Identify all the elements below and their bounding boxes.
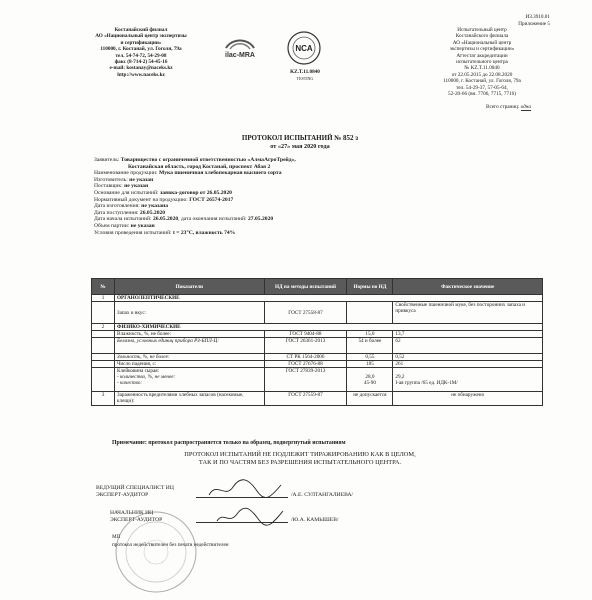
right-line-8: от 22.05.2015 до 22.08.2020 <box>451 71 513 78</box>
text-cell: Дата начала испытаний: <box>94 216 152 223</box>
table-cell <box>393 368 543 392</box>
text-cell: 15,0 <box>347 331 393 338</box>
note-line: Примечание: протокол распространяется только на образец, подвергнутый испытаниям <box>112 440 346 446</box>
col-header-norm: Нормы по НД <box>347 279 393 295</box>
round-stamp <box>108 506 204 596</box>
text-cell: не обнаружено <box>393 392 543 406</box>
right-header <box>412 27 552 97</box>
left-org-line-8: http://www.naceks.kz <box>117 71 165 78</box>
text-cell: 54 и более <box>347 338 393 354</box>
pages-total <box>486 104 566 111</box>
text-cell: Изготовитель: <box>94 176 128 183</box>
text-cell: СТ РК 1564-2006 <box>264 354 347 361</box>
left-org-line-4: 110000, г. Костанай, ул. Гоголя, 79а <box>100 46 182 53</box>
section-row-1 <box>92 295 543 302</box>
appendix-label: Приложение 5 <box>518 21 550 27</box>
svg-text:NCA: NCA <box>295 44 313 53</box>
text-cell: 3 <box>92 392 115 406</box>
text-cell: 45-90 <box>363 380 376 386</box>
lead-specialist-name: /А.Е. СУЛТАНГАЛИЕВА/ <box>291 492 354 498</box>
col-header-num: № <box>92 279 115 295</box>
text-cell: ГОСТ 27558-87 <box>264 302 347 324</box>
text-cell: Число падения, с: <box>115 361 265 368</box>
pages-label: Всего страниц: <box>486 104 520 110</box>
text-cell: 26.05.2020 <box>152 216 179 223</box>
text-cell: Объем партии: <box>94 222 130 229</box>
text-cell: 1 <box>92 295 115 302</box>
text-cell: 0,55 <box>347 354 393 361</box>
right-line-9: 110000, г. Костанай, ул. Гоголя, 79а <box>443 78 521 85</box>
table-cell <box>92 338 115 354</box>
right-line-2: Костанайского филиала <box>455 33 509 40</box>
right-line-6: испытательного центра <box>456 59 508 66</box>
table-row <box>92 392 543 406</box>
table-cell <box>92 302 115 324</box>
text-cell: 29,2 <box>395 374 405 380</box>
doc-code: ИЗ.3910.01 <box>525 14 550 20</box>
normative-line <box>94 197 554 204</box>
text-cell: 0,52 <box>393 354 543 361</box>
text-cell: ГОСТ 26361-2013 <box>264 338 347 354</box>
customer-address: Костанайская область, город Костанай, проспект Абая 2 <box>128 163 271 170</box>
text-cell: ЭКСПЕРТ-АУДИТОР <box>110 516 163 523</box>
left-org-line-6: факс (8-714-2) 54-45-16 <box>114 59 168 66</box>
text-cell <box>347 302 393 324</box>
head-name: /Ю.А. КАМЫШЕВ/ <box>291 517 339 523</box>
gluten-cell <box>115 368 265 392</box>
text-cell: не указан <box>124 183 149 190</box>
manufacture-date-line <box>94 203 554 210</box>
text-cell: не допускается <box>347 392 393 406</box>
table-row <box>92 302 543 324</box>
pages-value: одна <box>520 104 531 110</box>
test-dates-line <box>94 216 554 223</box>
results-table <box>91 278 543 406</box>
table-row <box>92 368 543 392</box>
right-line-11: 52-20-66 (вн. 7706, 7715, 7716) <box>448 91 516 98</box>
col-header-method: НД на методы испытаний <box>264 279 347 295</box>
left-header <box>86 27 196 78</box>
table-row <box>92 338 543 354</box>
text-cell: I-ая группа /65 ед. ИДК-1М/ <box>395 380 458 386</box>
right-line-1: Испытательный центр <box>457 27 507 33</box>
text-cell: 27.05.2020 <box>247 216 274 223</box>
table-row <box>92 354 543 361</box>
text-cell: 2 <box>92 324 115 331</box>
disclaimer <box>110 451 490 466</box>
right-line-7: № KZ.T.11.0840 <box>464 65 500 72</box>
nca-number: KZ.T.11.0840 <box>290 69 320 75</box>
text-cell: ГОСТ 9404-88 <box>264 331 347 338</box>
conditions-line <box>94 230 554 237</box>
info-block <box>94 157 554 236</box>
right-line-3: АО «Национальный центр <box>452 39 512 46</box>
text-cell: Зараженность вредителями хлебных запасов (насекомые, клещи): <box>115 392 265 406</box>
nca-testing: TESTING <box>296 76 314 81</box>
text-cell: - количество, %, не менее: <box>117 374 176 380</box>
svg-text:ilac-MRA: ilac-MRA <box>225 52 255 59</box>
text-cell: 261 <box>393 361 543 368</box>
table-cell <box>92 354 115 361</box>
disclaimer-line-2: ТАК И ПО ЧАСТЯМ БЕЗ РАЗРЕШЕНИЯ ИСПЫТАТЕЛЬНОГО ЦЕНТРА. <box>198 458 402 466</box>
text-cell: не указан <box>129 176 154 183</box>
text-cell: ОРГАНОЛЕПТИЧЕСКИЕ <box>115 295 543 302</box>
text-cell: Товарищество с ограниченной ответственностью «АлмаАгроТрейд», <box>120 157 296 163</box>
text-cell: ЭКСПЕРТ-АУДИТОР <box>96 491 149 498</box>
section-row-2 <box>92 324 543 331</box>
signature-scribble-1 <box>205 477 285 501</box>
nca-logo <box>282 28 326 72</box>
disclaimer-line-1: ПРОТОКОЛ ИСПЫТАНИЙ НЕ ПОДЛЕЖИТ ТИРАЖИРОВАНИЮ КАК В ЦЕЛОМ, <box>184 451 416 458</box>
right-line-10: тел. 54-29-37, 57-05-64, <box>456 84 508 91</box>
text-cell: 28,0 <box>365 374 375 380</box>
table-cell <box>92 361 115 368</box>
text-cell: Нормативный документ на продукцию: <box>94 196 188 203</box>
left-org-line-1: Костанайский филиал <box>114 27 168 33</box>
text-cell: , дата окончания испытаний: <box>178 216 247 223</box>
text-cell: Заявитель: <box>94 157 120 163</box>
signature-scribble-2 <box>215 505 285 527</box>
text-cell: ГОСТ 27839-2013 <box>264 368 347 392</box>
col-header-indicator: Показатели <box>115 279 265 295</box>
text-cell: t = 23°С, влажность 74% <box>173 229 236 236</box>
text-cell: Влажность, %, не более: <box>115 331 265 338</box>
left-org-line-3: и сертификации» <box>120 39 162 46</box>
text-cell: Наименование продукции: <box>94 170 158 177</box>
text-cell: 13,7 <box>393 331 543 338</box>
supplier-line <box>94 183 554 190</box>
text-cell: Клейковина сырая: <box>117 368 160 374</box>
text-cell: ФИЗИКО-ХИМИЧЕСКИЕ <box>115 324 543 331</box>
batch-volume-line <box>94 223 554 230</box>
text-cell: Дата изготовления: <box>94 203 140 210</box>
ilac-mra-logo <box>218 34 262 70</box>
right-line-4: экспертизы и сертификации» <box>449 46 515 53</box>
text-cell: НАЧАЛЬНИК ИЦ <box>110 510 154 516</box>
text-cell: не указана <box>141 203 169 210</box>
text-cell: ГОСТ 27559-87 <box>264 392 347 406</box>
text-cell: Свойственные пшеничной муке, без посторонних запаха и привкуса <box>393 302 543 324</box>
manufacturer-line <box>94 177 554 184</box>
text-cell: 26.05.2020 <box>139 209 166 216</box>
left-org-line-7: e-mail: kostanay@naceks.kz <box>109 65 173 72</box>
text-cell: Зольность, %, не более: <box>115 354 265 361</box>
table-header-row <box>92 279 543 295</box>
basis-line <box>94 190 554 197</box>
table-row <box>92 361 543 368</box>
text-cell: Белизна, условных единиц прибора РЗ-БПЛ-Ц: <box>115 338 265 354</box>
stamp-label: МП <box>112 534 121 540</box>
text-cell: Мука пшеничная хлебопекарная высшего сорта <box>158 170 282 177</box>
text-cell: ГОСТ 27676-88 <box>264 361 347 368</box>
text-cell: - качество: <box>117 380 143 386</box>
text-cell: Запах и вкус: <box>115 302 265 324</box>
text-cell: Поставщик: <box>94 183 123 190</box>
table-cell <box>92 368 115 392</box>
text-cell: не указан <box>130 222 155 229</box>
protocol-title: ПРОТОКОЛ ИСПЫТАНИЙ № 852 з <box>241 134 359 142</box>
table-row <box>92 331 543 338</box>
protocol-date: от «27» мая 2020 года <box>270 143 330 150</box>
text-cell: 185 <box>347 361 393 368</box>
col-header-actual: Фактическое значение <box>393 279 543 295</box>
text-cell: Основание для испытаний: <box>94 189 159 196</box>
text-cell: Дата поступления: <box>94 209 139 216</box>
text-cell: 62 <box>393 338 543 354</box>
text-cell: Условия проведения испытаний: <box>94 229 172 236</box>
left-org-line-2: АО «Национальный центр экспертизы <box>95 33 187 40</box>
table-cell <box>92 331 115 338</box>
stamp-note: протокол недействителен без печати недействителен <box>112 542 229 548</box>
right-line-5: Аттестат аккредитации <box>456 52 508 59</box>
text-cell: заявка-договор от 26.05.2020 <box>160 189 232 196</box>
product-line <box>94 170 554 177</box>
left-org-line-5: тел. 54-74-72, 54-29-08 <box>115 52 167 59</box>
table-cell <box>347 368 393 392</box>
text-cell: ГОСТ 26574-2017 <box>189 196 234 203</box>
text-cell: ВЕДУЩИЙ СПЕЦИАЛИСТ ИЦ <box>96 485 174 491</box>
customer-line <box>94 157 554 164</box>
